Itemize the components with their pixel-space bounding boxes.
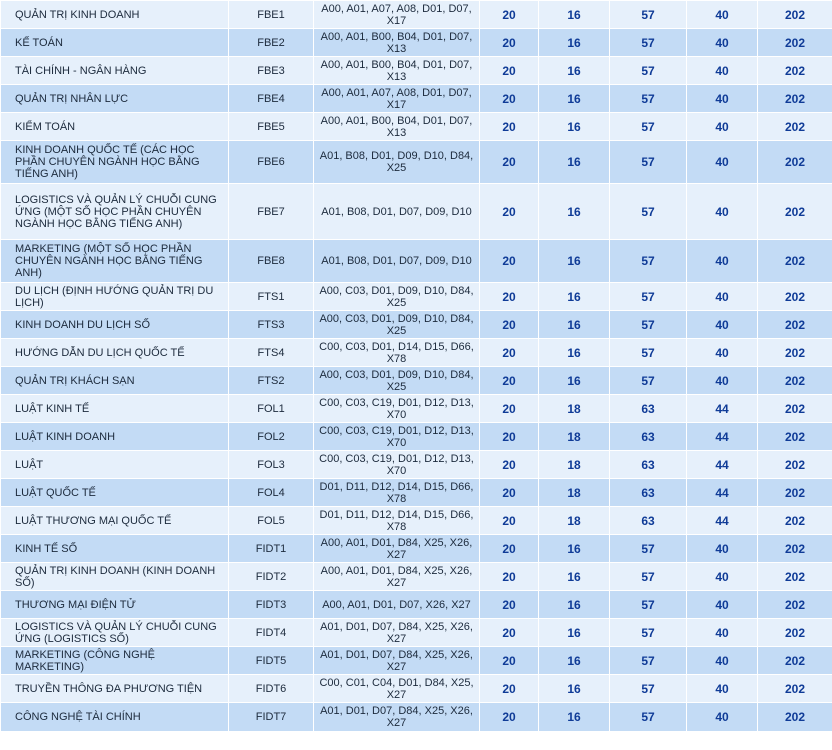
table-row xyxy=(1,1,832,29)
score-value-2: 16 xyxy=(539,703,610,732)
score-value-4: 44 xyxy=(687,507,758,535)
major-name: TRUYỀN THÔNG ĐA PHƯƠNG TIỆN xyxy=(1,675,229,703)
score-value-2: 16 xyxy=(539,339,610,367)
score-value-1: 20 xyxy=(480,367,539,395)
subject-combinations: C00, C01, C04, D01, D84, X25, X27 xyxy=(314,675,480,703)
table-row xyxy=(1,479,832,507)
table-row xyxy=(1,647,832,675)
major-name: QUẢN TRỊ NHÂN LỰC xyxy=(1,85,229,113)
score-value-4: 40 xyxy=(687,535,758,563)
major-name: QUẢN TRỊ KINH DOANH xyxy=(1,1,229,29)
score-value-4: 40 xyxy=(687,647,758,675)
score-value-4: 40 xyxy=(687,113,758,141)
score-value-2: 16 xyxy=(539,113,610,141)
score-value-3: 63 xyxy=(610,423,687,451)
score-value-4: 40 xyxy=(687,184,758,240)
score-value-1: 20 xyxy=(480,423,539,451)
score-value-1: 20 xyxy=(480,184,539,240)
major-code: FBE6 xyxy=(229,141,314,184)
score-value-2: 16 xyxy=(539,647,610,675)
major-code: FBE4 xyxy=(229,85,314,113)
major-code: FOL2 xyxy=(229,423,314,451)
score-value-2: 16 xyxy=(539,619,610,647)
subject-combinations: C00, C03, D01, D14, D15, D66, X78 xyxy=(314,339,480,367)
score-value-4: 40 xyxy=(687,85,758,113)
score-value-5: 202 xyxy=(758,367,832,395)
score-value-5: 202 xyxy=(758,29,832,57)
score-value-2: 18 xyxy=(539,423,610,451)
score-value-2: 18 xyxy=(539,479,610,507)
score-value-5: 202 xyxy=(758,647,832,675)
major-code: FOL3 xyxy=(229,451,314,479)
score-value-4: 40 xyxy=(687,339,758,367)
major-name: LOGISTICS VÀ QUẢN LÝ CHUỖI CUNG ỨNG (MỘT SỐ HỌC PHẦN CHUYÊN NGÀNH HỌC BẰNG TIẾNG ANH) xyxy=(1,184,229,240)
score-value-2: 16 xyxy=(539,240,610,283)
major-code: FIDT4 xyxy=(229,619,314,647)
score-value-2: 16 xyxy=(539,563,610,591)
table-row xyxy=(1,85,832,113)
score-value-4: 40 xyxy=(687,1,758,29)
major-code: FOL5 xyxy=(229,507,314,535)
score-value-5: 202 xyxy=(758,451,832,479)
score-value-4: 40 xyxy=(687,57,758,85)
score-value-3: 57 xyxy=(610,240,687,283)
table-body xyxy=(1,1,832,732)
score-value-2: 18 xyxy=(539,507,610,535)
score-value-4: 40 xyxy=(687,619,758,647)
score-value-1: 20 xyxy=(480,507,539,535)
score-value-3: 57 xyxy=(610,647,687,675)
score-value-5: 202 xyxy=(758,141,832,184)
score-value-3: 57 xyxy=(610,283,687,311)
major-name: HƯỚNG DẪN DU LỊCH QUỐC TẾ xyxy=(1,339,229,367)
score-value-3: 57 xyxy=(610,591,687,619)
table-row xyxy=(1,311,832,339)
score-value-3: 57 xyxy=(610,141,687,184)
score-value-3: 57 xyxy=(610,311,687,339)
table-row xyxy=(1,184,832,240)
score-value-5: 202 xyxy=(758,113,832,141)
score-value-4: 40 xyxy=(687,29,758,57)
subject-combinations: A00, A01, B00, B04, D01, D07, X13 xyxy=(314,113,480,141)
subject-combinations: A00, A01, D01, D84, X25, X26, X27 xyxy=(314,563,480,591)
score-value-5: 202 xyxy=(758,339,832,367)
score-value-5: 202 xyxy=(758,57,832,85)
subject-combinations: C00, C03, C19, D01, D12, D13, X70 xyxy=(314,451,480,479)
score-value-4: 40 xyxy=(687,367,758,395)
subject-combinations: A00, A01, B00, B04, D01, D07, X13 xyxy=(314,57,480,85)
score-value-1: 20 xyxy=(480,283,539,311)
table-row xyxy=(1,367,832,395)
major-code: FBE7 xyxy=(229,184,314,240)
major-name: KINH DOANH DU LỊCH SỐ xyxy=(1,311,229,339)
score-value-2: 18 xyxy=(539,395,610,423)
subject-combinations: A01, B08, D01, D07, D09, D10 xyxy=(314,240,480,283)
score-value-5: 202 xyxy=(758,184,832,240)
table-row xyxy=(1,675,832,703)
table-row xyxy=(1,423,832,451)
major-name: THƯƠNG MẠI ĐIỆN TỬ xyxy=(1,591,229,619)
score-value-1: 20 xyxy=(480,85,539,113)
score-value-4: 40 xyxy=(687,563,758,591)
score-value-4: 40 xyxy=(687,675,758,703)
score-value-1: 20 xyxy=(480,339,539,367)
score-value-5: 202 xyxy=(758,563,832,591)
major-name: LUẬT QUỐC TẾ xyxy=(1,479,229,507)
major-code: FIDT2 xyxy=(229,563,314,591)
score-value-1: 20 xyxy=(480,563,539,591)
subject-combinations: A01, B08, D01, D07, D09, D10 xyxy=(314,184,480,240)
score-value-5: 202 xyxy=(758,675,832,703)
table-row xyxy=(1,451,832,479)
score-value-1: 20 xyxy=(480,479,539,507)
subject-combinations: A01, D01, D07, D84, X25, X26, X27 xyxy=(314,619,480,647)
subject-combinations: A00, C03, D01, D09, D10, D84, X25 xyxy=(314,367,480,395)
score-value-2: 16 xyxy=(539,184,610,240)
score-value-5: 202 xyxy=(758,85,832,113)
score-value-3: 57 xyxy=(610,619,687,647)
score-value-5: 202 xyxy=(758,395,832,423)
table-row xyxy=(1,240,832,283)
score-value-3: 57 xyxy=(610,703,687,732)
major-name: KẾ TOÁN xyxy=(1,29,229,57)
score-value-2: 16 xyxy=(539,591,610,619)
major-name: KINH DOANH QUỐC TẾ (CÁC HỌC PHẦN CHUYÊN NGÀNH HỌC BẰNG TIẾNG ANH) xyxy=(1,141,229,184)
major-name: DU LỊCH (ĐỊNH HƯỚNG QUẢN TRỊ DU LỊCH) xyxy=(1,283,229,311)
major-name: QUẢN TRỊ KHÁCH SẠN xyxy=(1,367,229,395)
table-row xyxy=(1,395,832,423)
score-value-1: 20 xyxy=(480,703,539,732)
score-value-5: 202 xyxy=(758,535,832,563)
score-value-2: 16 xyxy=(539,367,610,395)
major-name: CÔNG NGHỆ TÀI CHÍNH xyxy=(1,703,229,732)
score-value-3: 63 xyxy=(610,479,687,507)
score-value-3: 57 xyxy=(610,563,687,591)
major-code: FIDT1 xyxy=(229,535,314,563)
table-row xyxy=(1,141,832,184)
major-name: QUẢN TRỊ KINH DOANH (KINH DOANH SỐ) xyxy=(1,563,229,591)
major-code: FOL1 xyxy=(229,395,314,423)
subject-combinations: A00, C03, D01, D09, D10, D84, X25 xyxy=(314,283,480,311)
score-value-1: 20 xyxy=(480,591,539,619)
score-value-5: 202 xyxy=(758,423,832,451)
score-value-3: 57 xyxy=(610,57,687,85)
score-value-2: 16 xyxy=(539,141,610,184)
score-value-3: 57 xyxy=(610,85,687,113)
score-value-1: 20 xyxy=(480,395,539,423)
table-row xyxy=(1,703,832,732)
major-code: FOL4 xyxy=(229,479,314,507)
major-code: FIDT7 xyxy=(229,703,314,732)
major-code: FTS2 xyxy=(229,367,314,395)
score-value-5: 202 xyxy=(758,479,832,507)
score-value-4: 44 xyxy=(687,423,758,451)
score-value-2: 18 xyxy=(539,451,610,479)
subject-combinations: A00, A01, D01, D07, X26, X27 xyxy=(314,591,480,619)
subject-combinations: A01, D01, D07, D84, X25, X26, X27 xyxy=(314,703,480,732)
major-name: MARKETING (MỘT SỐ HỌC PHẦN CHUYÊN NGÀNH HỌC BẰNG TIẾNG ANH) xyxy=(1,240,229,283)
major-name: KINH TẾ SỐ xyxy=(1,535,229,563)
score-value-4: 44 xyxy=(687,395,758,423)
subject-combinations: C00, C03, C19, D01, D12, D13, X70 xyxy=(314,395,480,423)
score-value-1: 20 xyxy=(480,451,539,479)
score-value-1: 20 xyxy=(480,141,539,184)
major-code: FTS3 xyxy=(229,311,314,339)
table-row xyxy=(1,591,832,619)
table-row xyxy=(1,57,832,85)
score-value-5: 202 xyxy=(758,703,832,732)
score-value-5: 202 xyxy=(758,311,832,339)
major-name: LUẬT KINH TẾ xyxy=(1,395,229,423)
score-value-2: 16 xyxy=(539,283,610,311)
score-value-2: 16 xyxy=(539,85,610,113)
score-value-5: 202 xyxy=(758,240,832,283)
score-value-4: 40 xyxy=(687,283,758,311)
score-value-3: 57 xyxy=(610,339,687,367)
subject-combinations: A01, D01, D07, D84, X25, X26, X27 xyxy=(314,647,480,675)
subject-combinations: D01, D11, D12, D14, D15, D66, X78 xyxy=(314,479,480,507)
score-value-3: 57 xyxy=(610,29,687,57)
score-value-5: 202 xyxy=(758,283,832,311)
major-name: MARKETING (CÔNG NGHỆ MARKETING) xyxy=(1,647,229,675)
major-code: FBE8 xyxy=(229,240,314,283)
subject-combinations: A00, A01, A07, A08, D01, D07, X17 xyxy=(314,1,480,29)
major-code: FBE1 xyxy=(229,1,314,29)
score-value-2: 16 xyxy=(539,29,610,57)
score-value-3: 57 xyxy=(610,1,687,29)
table-row xyxy=(1,29,832,57)
subject-combinations: A01, B08, D01, D09, D10, D84, X25 xyxy=(314,141,480,184)
score-value-2: 16 xyxy=(539,311,610,339)
table-row xyxy=(1,339,832,367)
subject-combinations: A00, A01, B00, B04, D01, D07, X13 xyxy=(314,29,480,57)
major-code: FIDT6 xyxy=(229,675,314,703)
score-value-1: 20 xyxy=(480,240,539,283)
major-name: LOGISTICS VÀ QUẢN LÝ CHUỖI CUNG ỨNG (LOGISTICS SỐ) xyxy=(1,619,229,647)
major-code: FIDT3 xyxy=(229,591,314,619)
score-value-3: 63 xyxy=(610,507,687,535)
score-value-1: 20 xyxy=(480,647,539,675)
major-code: FBE2 xyxy=(229,29,314,57)
major-name: KIỂM TOÁN xyxy=(1,113,229,141)
major-name: LUẬT THƯƠNG MẠI QUỐC TẾ xyxy=(1,507,229,535)
score-value-3: 57 xyxy=(610,184,687,240)
score-value-5: 202 xyxy=(758,507,832,535)
table-row xyxy=(1,619,832,647)
score-value-1: 20 xyxy=(480,675,539,703)
major-name: LUẬT xyxy=(1,451,229,479)
table-row xyxy=(1,535,832,563)
table-row xyxy=(1,113,832,141)
table-row xyxy=(1,563,832,591)
subject-combinations: D01, D11, D12, D14, D15, D66, X78 xyxy=(314,507,480,535)
subject-combinations: C00, C03, C19, D01, D12, D13, X70 xyxy=(314,423,480,451)
major-code: FTS4 xyxy=(229,339,314,367)
score-value-3: 57 xyxy=(610,367,687,395)
score-value-2: 16 xyxy=(539,535,610,563)
score-value-4: 40 xyxy=(687,703,758,732)
major-code: FTS1 xyxy=(229,283,314,311)
score-value-2: 16 xyxy=(539,1,610,29)
major-code: FBE3 xyxy=(229,57,314,85)
major-name: TÀI CHÍNH - NGÂN HÀNG xyxy=(1,57,229,85)
score-value-1: 20 xyxy=(480,57,539,85)
score-value-1: 20 xyxy=(480,29,539,57)
score-value-3: 57 xyxy=(610,535,687,563)
score-value-4: 44 xyxy=(687,479,758,507)
score-value-4: 40 xyxy=(687,240,758,283)
score-value-4: 40 xyxy=(687,311,758,339)
score-value-4: 40 xyxy=(687,141,758,184)
score-value-2: 16 xyxy=(539,675,610,703)
subject-combinations: A00, C03, D01, D09, D10, D84, X25 xyxy=(314,311,480,339)
score-value-1: 20 xyxy=(480,311,539,339)
subject-combinations: A00, A01, A07, A08, D01, D07, X17 xyxy=(314,85,480,113)
table-row xyxy=(1,283,832,311)
score-value-5: 202 xyxy=(758,619,832,647)
score-value-3: 57 xyxy=(610,113,687,141)
score-value-1: 20 xyxy=(480,113,539,141)
major-name: LUẬT KINH DOANH xyxy=(1,423,229,451)
score-value-1: 20 xyxy=(480,619,539,647)
score-value-3: 57 xyxy=(610,675,687,703)
major-code: FBE5 xyxy=(229,113,314,141)
score-value-3: 63 xyxy=(610,451,687,479)
major-code: FIDT5 xyxy=(229,647,314,675)
score-value-1: 20 xyxy=(480,535,539,563)
table-row xyxy=(1,507,832,535)
score-value-2: 16 xyxy=(539,57,610,85)
subject-combinations: A00, A01, D01, D84, X25, X26, X27 xyxy=(314,535,480,563)
score-value-4: 44 xyxy=(687,451,758,479)
score-value-4: 40 xyxy=(687,591,758,619)
score-value-1: 20 xyxy=(480,1,539,29)
score-value-5: 202 xyxy=(758,1,832,29)
score-value-3: 63 xyxy=(610,395,687,423)
score-value-5: 202 xyxy=(758,591,832,619)
